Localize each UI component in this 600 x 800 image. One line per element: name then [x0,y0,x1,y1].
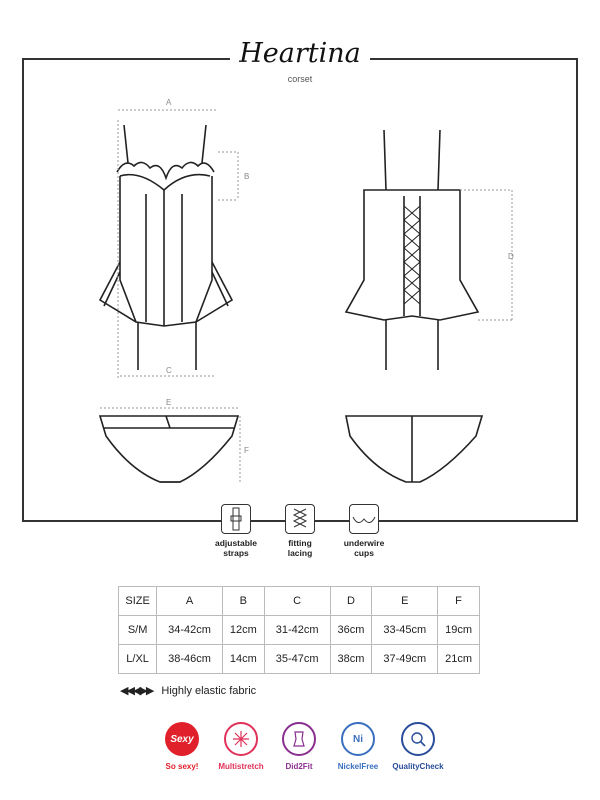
underwire-cups-icon [349,504,379,534]
badge-quality-check [386,722,450,771]
table-cell: 37-49cm [372,645,438,674]
table-header-cell: B [222,587,264,616]
table-cell: 38-46cm [157,645,223,674]
product-subtitle: corset [287,74,313,84]
lacing-icon [285,504,315,534]
corset-back-drawing [346,130,478,370]
elastic-text: Highly elastic fabric [161,685,257,697]
feature-label-line1: adjustable [214,538,258,548]
table-header-row [119,587,480,616]
table-header-cell: E [372,587,438,616]
quality-check-icon [401,722,435,756]
table-cell: 38cm [330,645,372,674]
feature-label-line1: underwire [343,538,385,548]
badge-label: QualityCheck [392,762,444,771]
table-header-cell: SIZE [119,587,157,616]
table-cell: 19cm [438,616,480,645]
badge-so-sexy [150,722,214,771]
dimension-d-label: D [508,252,514,261]
size-table [118,586,480,674]
feature-label-line2: cups [354,548,374,558]
table-header-cell: A [157,587,223,616]
table-row [119,645,480,674]
badge-did2fit [267,722,331,771]
badge-nickel-free [326,722,390,771]
dimension-f-label: F [244,446,249,455]
table-cell: L/XL [119,645,157,674]
panties-back-drawing [346,416,482,482]
sexy-badge-icon: Sexy [165,722,199,756]
feature-label-line2: lacing [287,548,313,558]
table-cell: 36cm [330,616,372,645]
table-header-cell: F [438,587,480,616]
feature-label-line2: straps [223,548,249,558]
table-cell: 34-42cm [157,616,223,645]
table-cell: S/M [119,616,157,645]
table-cell: 33-45cm [372,616,438,645]
feature-adjustable-straps [201,504,271,558]
panties-front-drawing [100,416,238,482]
feature-fitting-lacing [265,504,335,558]
table-cell: 14cm [222,645,264,674]
multistretch-icon [224,722,258,756]
badge-multistretch [209,722,273,771]
did2fit-icon [282,722,316,756]
brand-logo: Heartina [239,38,361,69]
feature-underwire-cups [329,504,399,558]
badge-label: NickelFree [337,762,379,771]
table-cell: 35-47cm [264,645,330,674]
stretch-arrows-icon: ◀◀◀▶▶ [120,685,153,697]
corset-front-drawing [100,125,232,370]
strap-adjuster-icon [221,504,251,534]
table-header-cell: D [330,587,372,616]
dimension-b-label: B [244,172,250,181]
badge-label: Did2Fit [285,762,313,771]
table-header-cell: C [264,587,330,616]
feature-label-line1: fitting [288,538,312,548]
nickel-free-icon: Ni [341,722,375,756]
table-cell: 31-42cm [264,616,330,645]
table-row [119,616,480,645]
dimension-e-label: E [166,398,172,407]
dimension-a-label: A [166,98,172,107]
badge-label: So sexy! [165,762,199,771]
table-cell: 12cm [222,616,264,645]
table-cell: 21cm [438,645,480,674]
dimension-c-label: C [166,366,172,375]
badge-label: Multistretch [218,762,264,771]
elastic-fabric-note [120,684,256,697]
